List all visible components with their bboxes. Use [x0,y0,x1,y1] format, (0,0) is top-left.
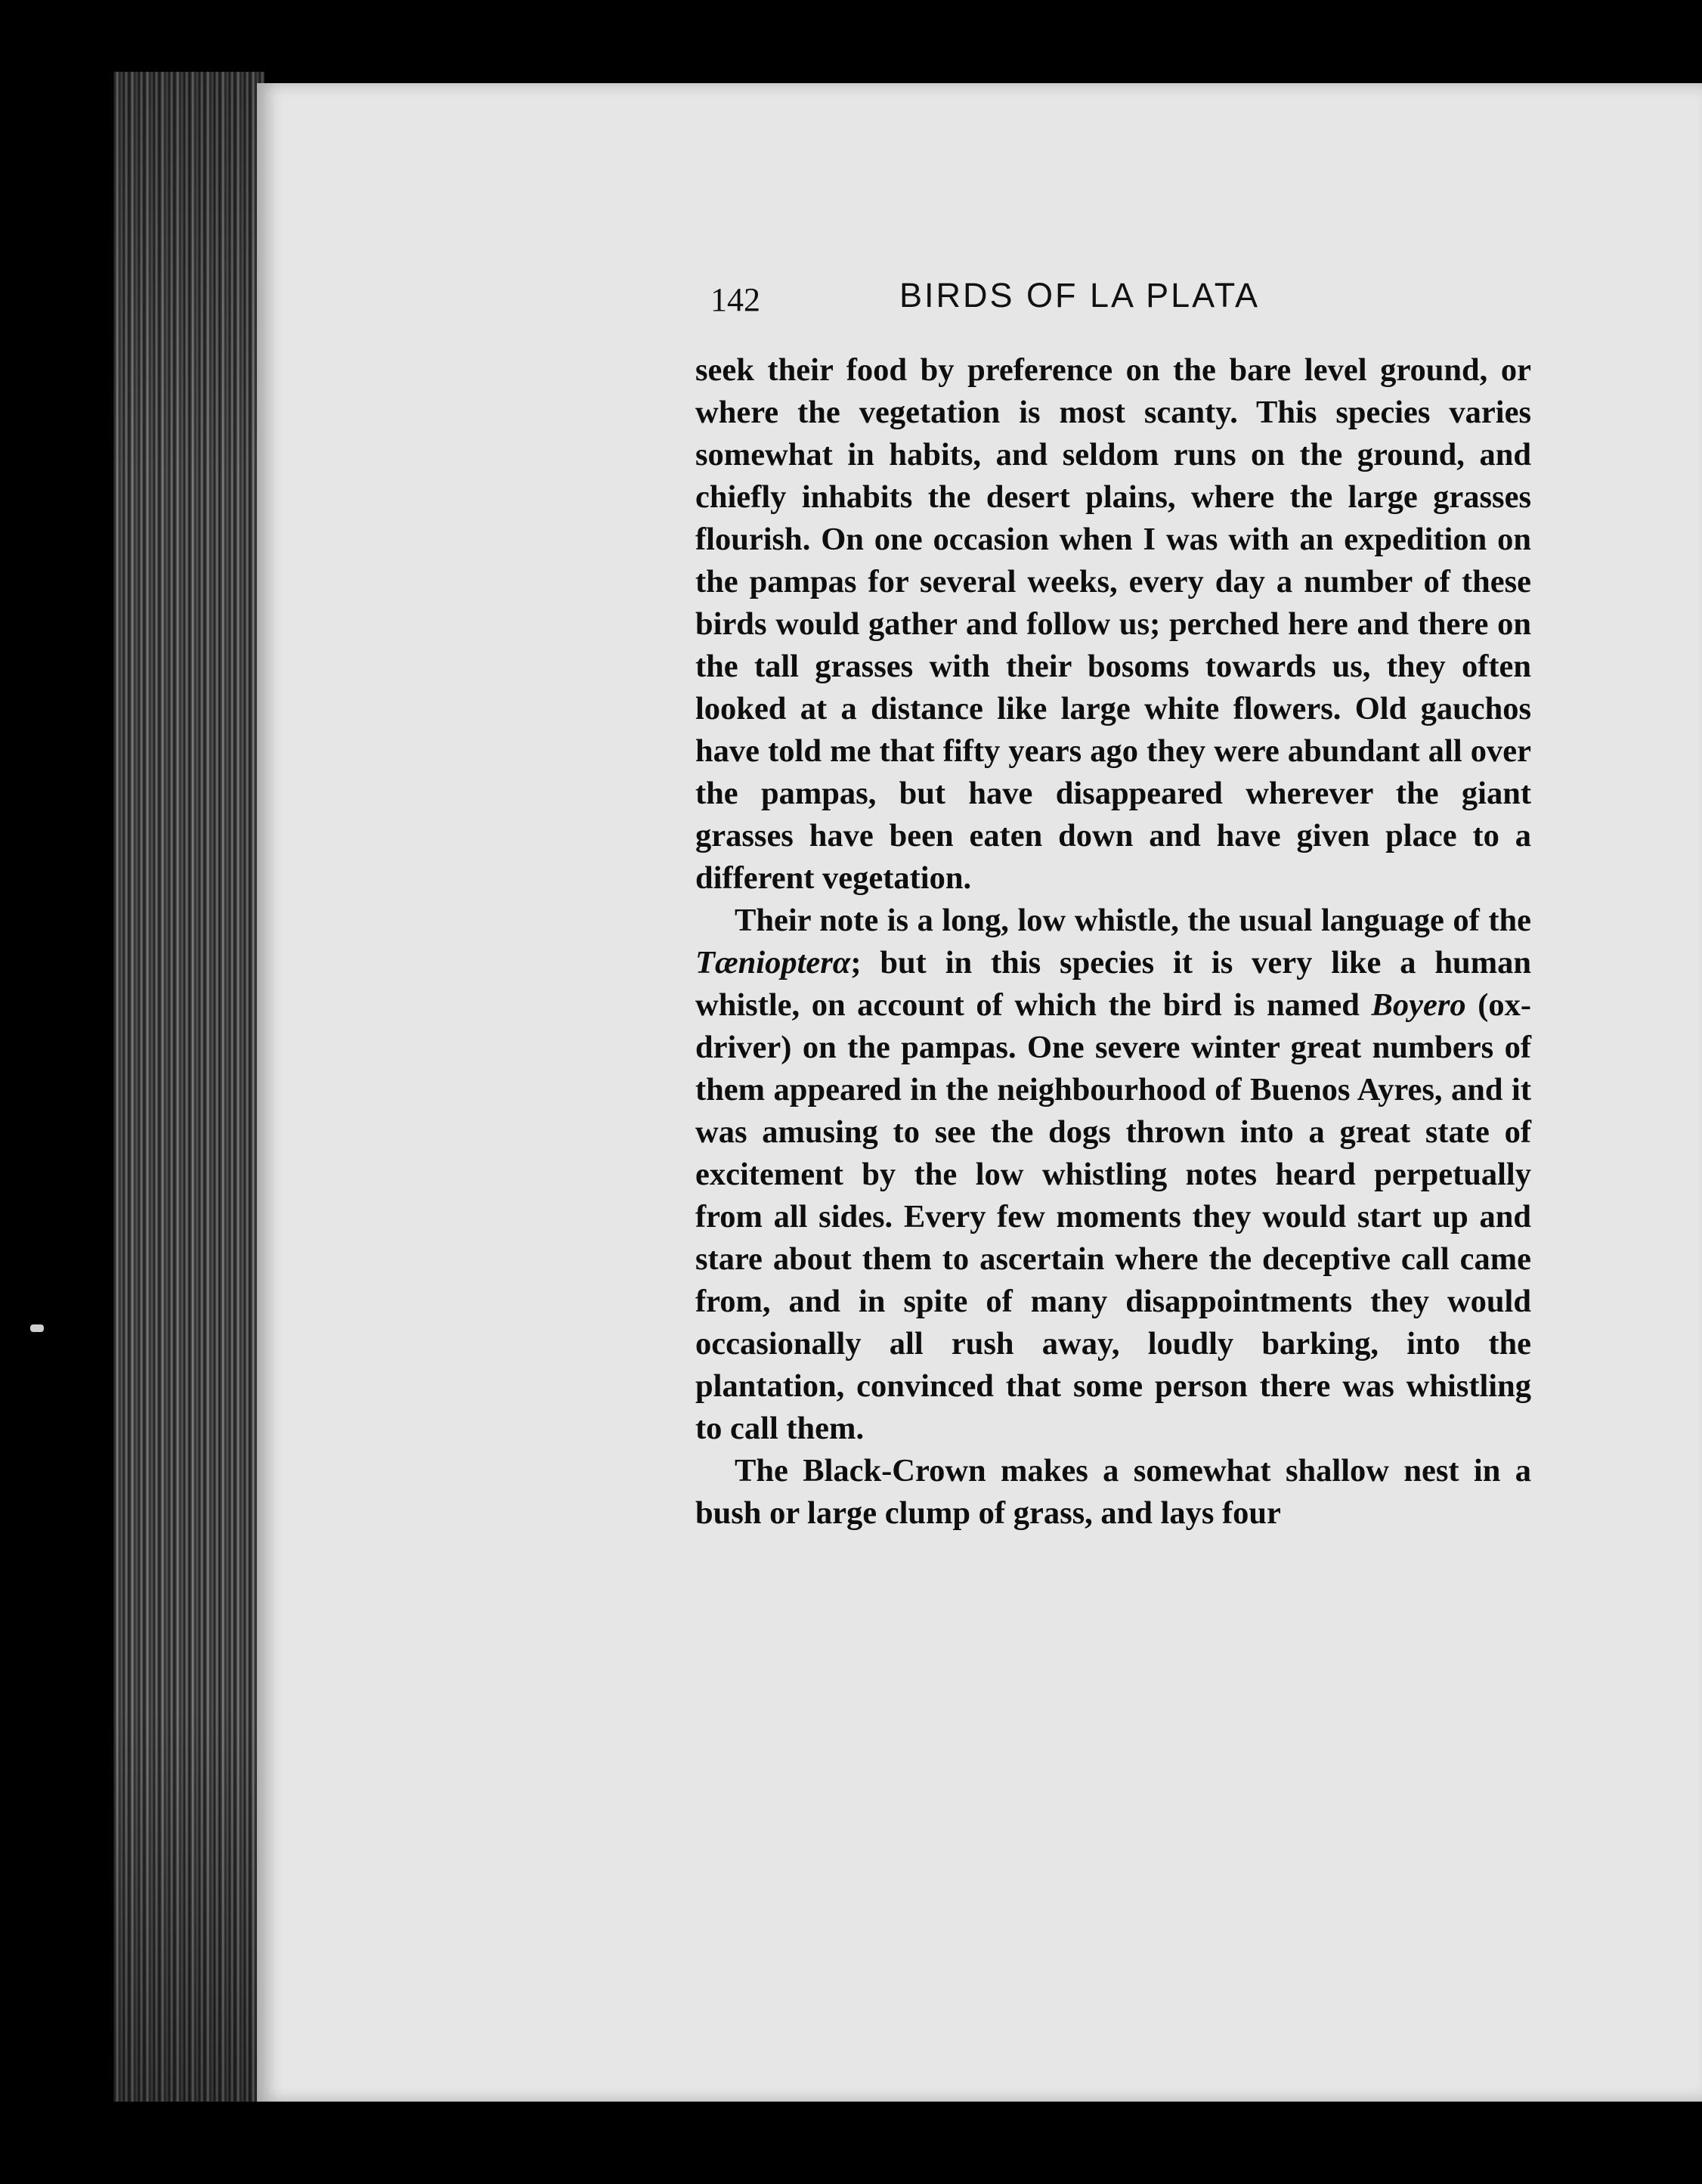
paragraph-2-text-a: Their note is a long, low whistle, the usual language of the [735,903,1531,938]
page-number: 142 [710,281,760,318]
paragraph-2-text-c: (ox-driver) on the pampas. One severe winter great numbers of them appeared in the neighbourhood of Buenos Ayres, and it was amusing to see the dogs thrown into a great state of excitement by the low whistling notes heard perpetually from all sides. Every few moments they would start up and stare about them to ascertain where the deceptive call came from, and in spite of many disappointments they would occasionally all rush away, loudly barking, into the plantation, convinced that some person there was whistling to call them. [695,987,1531,1446]
body-text [695,349,1531,1535]
paragraph-1: seek their food by preference on the bare level ground, or where the vegetation is most scanty. This species varies somewhat in habits, and seldom runs on the ground, and chiefly inhabits the desert plains, where the large grasses flourish. On one occasion when I was with an expedition on the pampas for several weeks, every day a number of these birds would gather and follow us; perched here and there on the tall grasses with their bosoms towards us, they often looked at a distance like large white flowers. Old gauchos have told me that fifty years ago they were abundant all over the pampas, but have disappeared wherever the giant grasses have been eaten down and have given place to a different vegetation. [695,352,1531,896]
paragraph-2-text-b: ; but in this species it is very like a human whistle, on account of which the bird is named [695,945,1531,1023]
paragraph-2-italic-genus: Tæniopterα [695,945,851,980]
paragraph-2-italic-name: Boyero [1371,987,1466,1023]
running-head: BIRDS OF LA PLATA [899,276,1260,314]
scan-border [0,2102,1702,2184]
page-header [710,276,1534,329]
scan-artifact [30,1324,44,1332]
book-page-edges [113,72,265,2113]
paragraph-3: The Black-Crown makes a somewhat shallow nest in a bush or large clump of grass, and lays four [695,1453,1531,1531]
paragraph-2 [695,900,1531,1450]
